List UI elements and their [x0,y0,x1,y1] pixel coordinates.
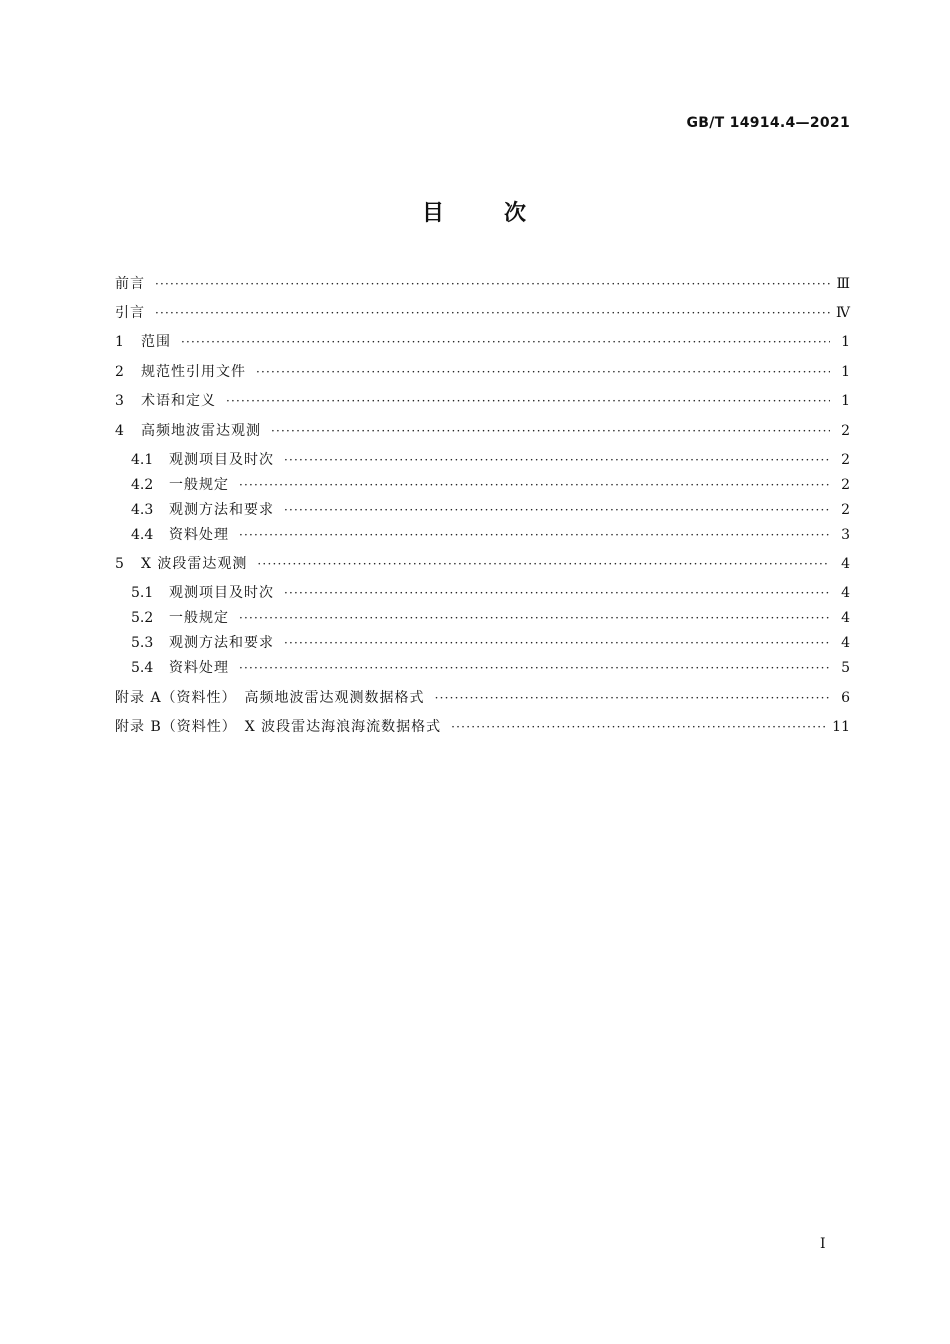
toc-leader-dots [226,389,830,413]
toc-entry-page: 2 [841,502,850,518]
toc-entry-2[interactable] [115,360,850,384]
toc-entry-label: 术语和定义 [141,393,216,409]
toc-entry-page: 2 [841,452,850,468]
toc-entry-label: X 波段雷达观测 [141,556,248,572]
toc-entry-5[interactable] [115,552,850,576]
toc-leader-dots [271,419,830,443]
toc-leader-dots [451,715,826,739]
toc-leader-dots [284,581,830,605]
toc-entry-page: 4 [841,635,850,651]
toc-entry-number: 5.3 [131,635,154,651]
toc-leader-dots [284,448,830,472]
toc-leader-dots [435,686,830,710]
toc-entry-3[interactable] [115,389,850,413]
toc-entry-5-2[interactable] [131,606,850,630]
toc-entry-page: 3 [841,527,850,543]
toc-entry-number: 4.3 [131,502,154,518]
toc-leader-dots [155,272,830,296]
page-number: I [820,1236,826,1252]
toc-entry-page: 1 [841,364,850,380]
toc-entry-page: 2 [841,423,850,439]
toc-entry-page: 4 [841,585,850,601]
toc-entry-page: 6 [841,690,850,706]
toc-entry-introduction[interactable] [115,301,850,325]
toc-entry-5-4[interactable] [131,656,850,680]
toc-entry-5-3[interactable] [131,631,850,655]
toc-leader-dots [284,631,830,655]
toc-leader-dots [239,656,830,680]
toc-entry-label: 观测项目及时次 [169,452,274,468]
toc-entry-number: 5.2 [131,610,154,626]
toc-leader-dots [239,523,830,547]
toc-entry-label: 规范性引用文件 [141,364,246,380]
toc-entry-page: Ⅳ [836,305,850,321]
toc-entry-label: 资料处理 [169,660,229,676]
toc-entry-4[interactable] [115,419,850,443]
toc-entry-foreword[interactable] [115,272,850,296]
toc-entry-label: 观测方法和要求 [169,635,274,651]
toc-entry-1[interactable] [115,330,850,354]
toc-entry-4-4[interactable] [131,523,850,547]
toc-entry-number: 2 [115,364,124,380]
toc-entry-label: 引言 [115,305,145,321]
toc-entry-page: Ⅲ [836,276,850,292]
toc-leader-dots [257,552,830,576]
toc-entry-number: 1 [115,334,124,350]
toc-entry-4-3[interactable] [131,498,850,522]
toc-entry-page: 1 [841,334,850,350]
toc-entry-annex-a[interactable] [115,686,850,710]
toc-entry-number: 4.1 [131,452,154,468]
toc-entry-label: 观测方法和要求 [169,502,274,518]
toc-entry-page: 2 [841,477,850,493]
toc-entry-number: 4 [115,423,124,439]
toc-entry-5-1[interactable] [131,581,850,605]
toc-entry-label: 前言 [115,276,145,292]
toc-leader-dots [239,473,830,497]
toc-entry-label: 附录 A（资料性） 高频地波雷达观测数据格式 [115,690,425,706]
toc-entry-label: 一般规定 [169,477,229,493]
toc-leader-dots [284,498,830,522]
toc-entry-4-1[interactable] [131,448,850,472]
toc-entry-number: 5 [115,556,124,572]
toc-entry-label: 范围 [141,334,171,350]
toc-entry-page: 11 [832,719,850,735]
toc-entry-page: 5 [841,660,850,676]
toc-entry-label: 一般规定 [169,610,229,626]
toc-entry-annex-b[interactable] [115,715,850,739]
toc-entry-page: 4 [841,556,850,572]
toc-title-part1: 目 [421,201,446,226]
toc-title [0,196,950,227]
toc-leader-dots [181,330,830,354]
toc-entry-number: 3 [115,393,124,409]
toc-entry-page: 1 [841,393,850,409]
toc-leader-dots [155,301,830,325]
toc-entry-4-2[interactable] [131,473,850,497]
toc-entry-page: 4 [841,610,850,626]
toc-entry-number: 4.4 [131,527,154,543]
toc-entry-number: 4.2 [131,477,154,493]
toc-title-part2: 次 [504,201,529,226]
toc-entry-label: 高频地波雷达观测 [141,423,261,439]
toc-entry-label: 资料处理 [169,527,229,543]
toc-leader-dots [239,606,830,630]
toc-leader-dots [256,360,830,384]
toc-entry-number: 5.4 [131,660,154,676]
toc-entry-number: 5.1 [131,585,154,601]
toc-entry-label: 观测项目及时次 [169,585,274,601]
toc-entry-label: 附录 B（资料性） X 波段雷达海浪海流数据格式 [115,719,442,735]
standard-number: GB/T 14914.4—2021 [686,115,850,131]
